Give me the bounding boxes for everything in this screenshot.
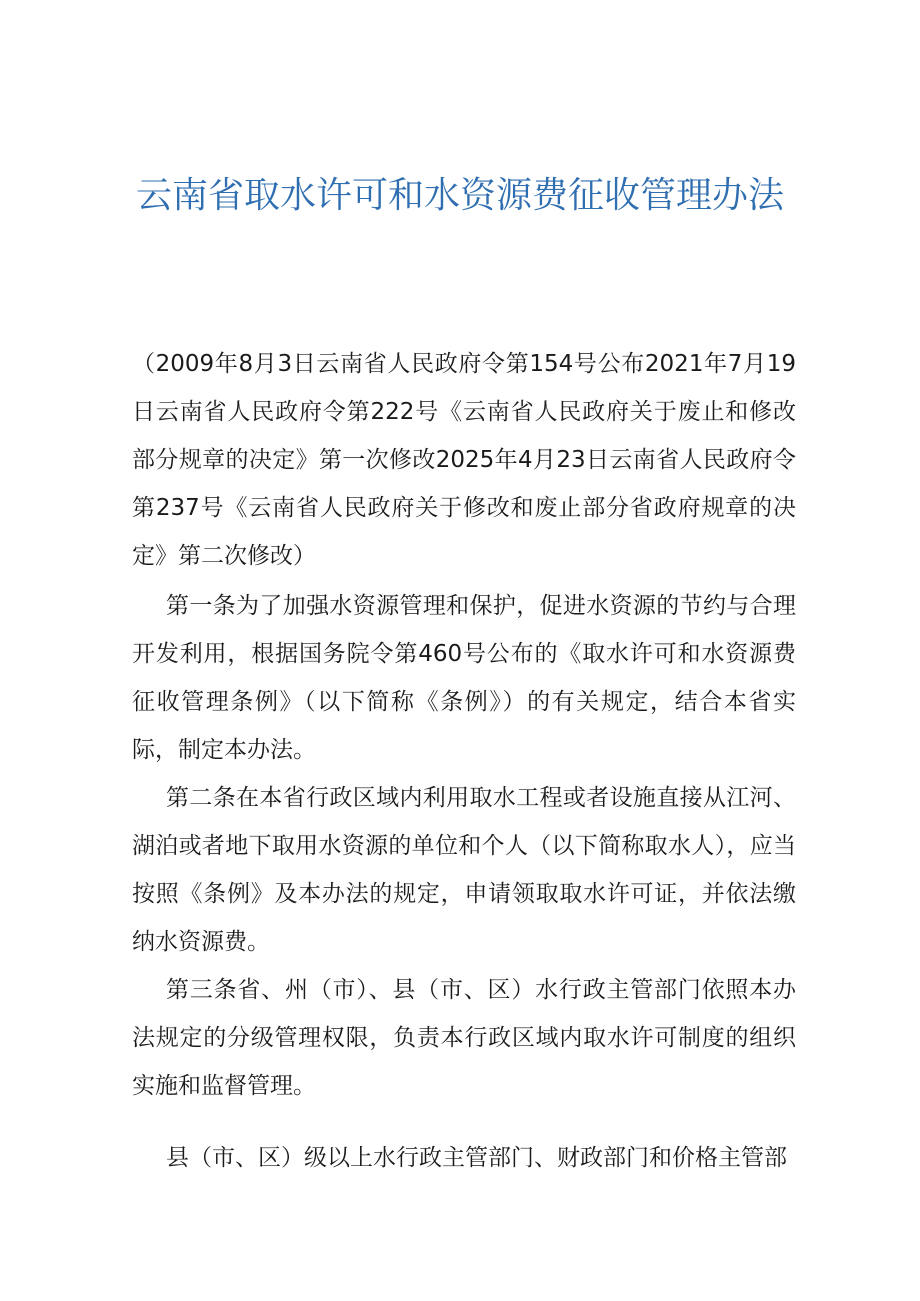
article-2-paragraph: 第二条在本省行政区域内利用取水工程或者设施直接从江河、湖泊或者地下取用水资源的单位和个人（以下简称取水人），应当按照《条例》及本办法的规定，申请领取取水许可证，并依法缴纳水资源费。 [132, 785, 796, 955]
document-title: 云南省取水许可和水资源费征收管理办法 [135, 175, 784, 216]
revision-history-note: （2009年8月3日云南省人民政府令第154号公布2021年7月19日云南省人民政府令第222号《云南省人民政府关于废止和修改部分规章的决定》第一次修改2025年4月23日云南省人民政府令第237号《云南省人民政府关于修改和废止部分省政府规章的决定》第二次修改） [132, 351, 796, 569]
article-3-paragraph: 第三条省、州（市）、县（市、区）水行政主管部门依照本办法规定的分级管理权限，负责本行政区域内取水许可制度的组织实施和监督管理。 [132, 977, 796, 1099]
article-1-paragraph: 第一条为了加强水资源管理和保护，促进水资源的节约与合理开发利用，根据国务院令第460号公布的《取水许可和水资源费征收管理条例》（以下简称《条例》）的有关规定，结合本省实际，制定本办法。 [132, 593, 796, 763]
article-3-continuation-paragraph: 县（市、区）级以上水行政主管部门、财政部门和价格主管部 [166, 1145, 787, 1171]
